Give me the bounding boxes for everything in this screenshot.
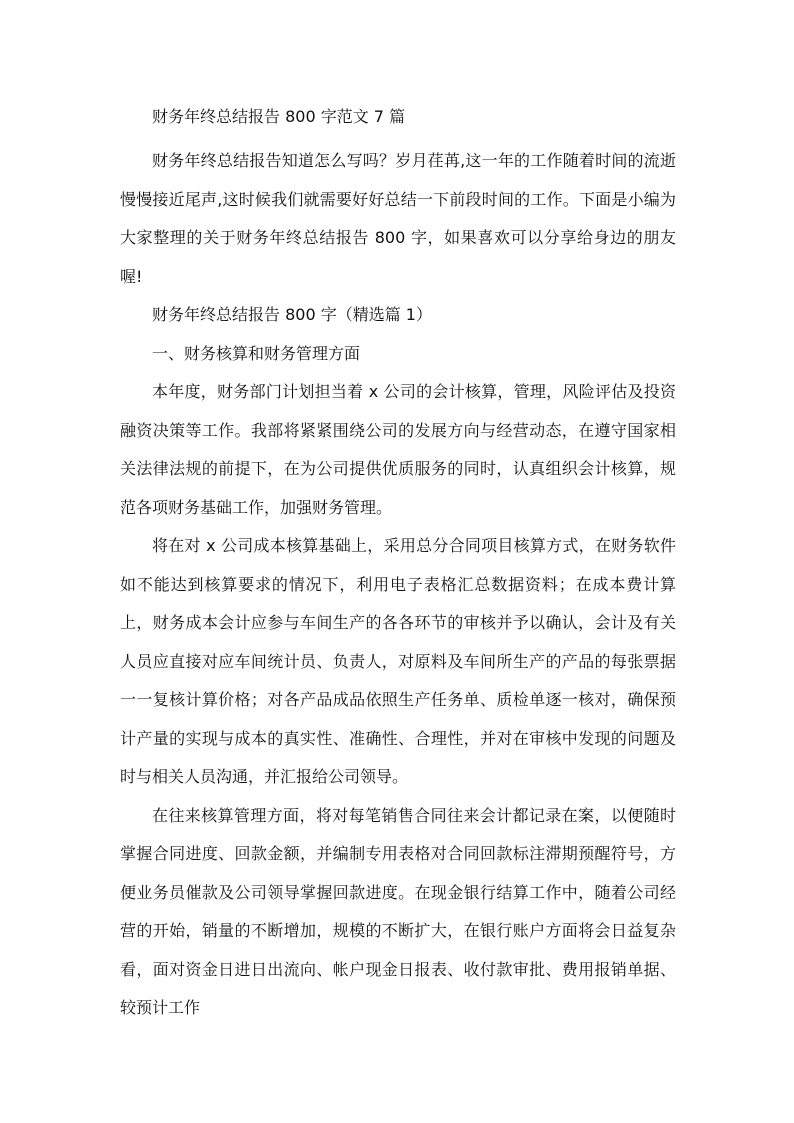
document-title: 财务年终总结报告 800 字范文 7 篇: [152, 107, 406, 126]
intro-paragraph: 财务年终总结报告知道怎么写吗？岁月荏苒,这一年的工作随着时间的流逝慢慢接近尾声,这时候我们就需要好好总结一下前段时间的工作。下面是小编为大家整理的关于财务年终总结报告 800 字，如果喜欢可以分享给身边的朋友喔!: [120, 151, 676, 286]
body-paragraph-2: 将在对 x 公司成本核算基础上，采用总分合同项目核算方式，在财务软件如不能达到核算要求的情况下，利用电子表格汇总数据资料；在成本费计算上，财务成本会计应参与车间生产的各各环节的审核并予以确认，会计及有关人员应直接对应车间统计员、负责人，对原料及车间所生产的产品的每张票据一一复核计算价格；对各产品成品依照生产任务单、质检单逐一核对，确保预计产量的实现与成本的真实性、准确性、合理性，并对在审核中发现的问题及时与相关人员沟通，并汇报给公司领导。: [120, 536, 676, 786]
body-paragraph-1: 本年度，财务部门计划担当着 x 公司的会计核算，管理，风险评估及投资融资决策等工作。我部将紧紧围绕公司的发展方向与经营动态，在遵守国家相关法律法规的前提下，在为公司提供优质服务的同时，认真组织会计核算，规范各项财务基础工作，加强财务管理。: [120, 382, 676, 517]
body-paragraph-3: 在往来核算管理方面，将对每笔销售合同往来会计都记录在案，以便随时掌握合同进度、回款金额，并编制专用表格对合同回款标注滞期预醒符号，方便业务员催款及公司领导掌握回款进度。在现金银行结算工作中，随着公司经营的开始，销量的不断增加，规模的不断扩大，在银行账户方面将会日益复杂看，面对资金日进日出流向、帐户现金日报表、收付款审批、费用报销单据、较预计工作: [120, 805, 676, 1017]
section-heading: 一、财务核算和财务管理方面: [152, 343, 361, 363]
document-page: [120, 100, 676, 1028]
section-title: 财务年终总结报告 800 字（精选篇 1）: [152, 305, 432, 324]
